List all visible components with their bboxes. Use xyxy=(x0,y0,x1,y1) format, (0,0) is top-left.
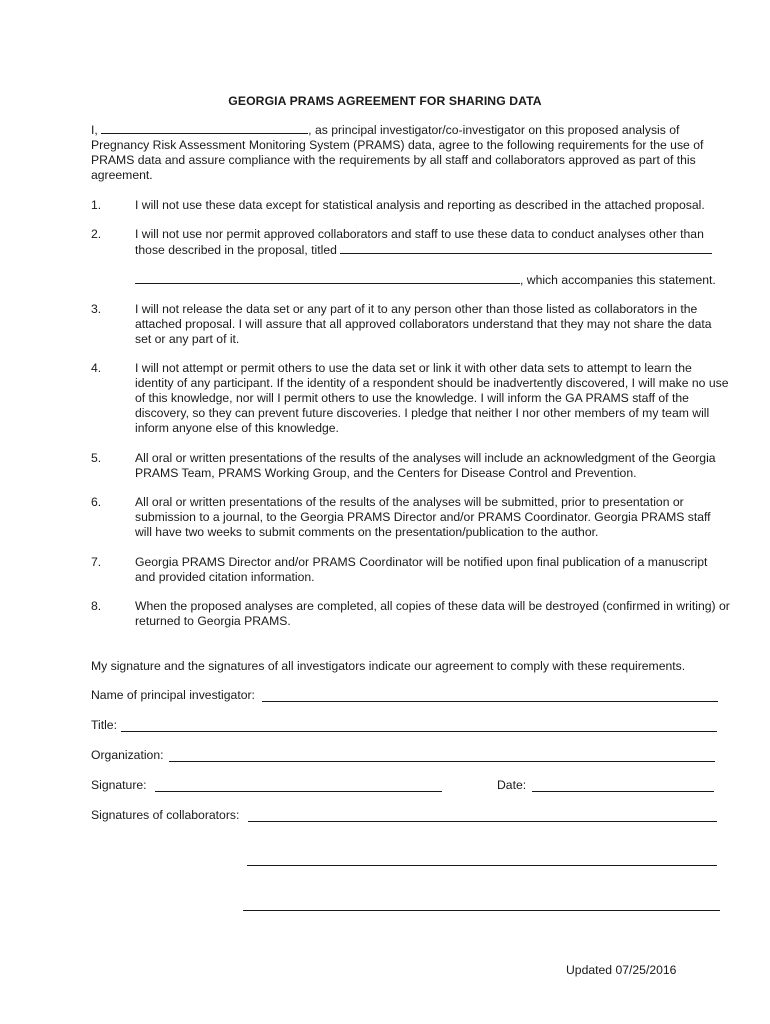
list-item-text: When the proposed analyses are completed, all copies of these data will be destroyed (confirmed in writing) or returned to Georgia PRAMS. xyxy=(135,599,730,628)
accompany-text: , which accompanies this statement. xyxy=(520,273,716,287)
agreement-statement: My signature and the signatures of all investigators indicate our agreement to comply with these requirements. xyxy=(91,659,686,673)
title-field[interactable] xyxy=(121,731,717,732)
proposal-title-blank[interactable] xyxy=(340,242,712,254)
investigator-name-blank[interactable] xyxy=(101,122,308,134)
list-item-number: 1. xyxy=(91,198,102,212)
signature-field[interactable] xyxy=(155,791,442,792)
list-item-text: Georgia PRAMS Director and/or PRAMS Coordinator will be notified upon final publication of a manuscript and provided citation information. xyxy=(135,555,708,584)
list-item-number: 6. xyxy=(91,495,102,509)
list-item-text: I will not use these data except for statistical analysis and reporting as described in the attached proposal. xyxy=(135,198,705,212)
intro-rest: Pregnancy Risk Assessment Monitoring System (PRAMS) data, agree to the following requirements for the use of PRAMS data and assure compliance with the requirements by all staff and collaborators approved as part of this agreement. xyxy=(91,138,704,182)
signature-label: Signature: xyxy=(91,778,147,792)
collaborator-signature-field-1[interactable] xyxy=(248,821,717,822)
list-item-text: All oral or written presentations of the results of the analyses will be submitted, prior to presentation or submission to a journal, to the Georgia PRAMS Director and/or PRAMS Coordinator. Georgia PRAMS staff will have two weeks to submit comments on the presentation/publication to the author. xyxy=(135,495,711,539)
list-item-number: 2. xyxy=(91,227,102,241)
list-item-text: I will not use nor permit approved collaborators and staff to use these data to conduct analyses other than those described in the proposal, titled xyxy=(135,227,730,258)
list-item-number: 4. xyxy=(91,361,102,375)
organization-field[interactable] xyxy=(169,761,715,762)
intro-prefix: I, xyxy=(91,123,98,137)
date-label: Date: xyxy=(497,778,527,792)
date-field[interactable] xyxy=(532,791,714,792)
list-item-number: 3. xyxy=(91,302,102,316)
list-item-text: I will not release the data set or any part of it to any person other than those listed as collaborators in the attached proposal. I will assure that all approved collaborators understand that they may not share the data set or any part of it. xyxy=(135,302,712,346)
proposal-title-blank-2[interactable] xyxy=(135,272,520,284)
organization-label: Organization: xyxy=(91,748,164,762)
list-item-text: All oral or written presentations of the results of the analyses will include an acknowledgment of the Georgia PRAMS Team, PRAMS Working Group, and the Centers for Disease Control and Prevention. xyxy=(135,451,716,480)
list-item-number: 8. xyxy=(91,599,102,613)
intro-suffix: , as principal investigator/co-investigator on this proposed analysis of xyxy=(308,123,680,137)
principal-investigator-label: Name of principal investigator: xyxy=(91,688,255,702)
document-title: GEORGIA PRAMS AGREEMENT FOR SHARING DATA xyxy=(228,94,542,108)
list-item-number: 5. xyxy=(91,451,102,465)
title-label: Title: xyxy=(91,718,117,732)
list-item-number: 7. xyxy=(91,555,102,569)
intro-paragraph xyxy=(91,122,731,183)
collaborator-signature-field-3[interactable] xyxy=(243,910,720,911)
list-item-text: I will not attempt or permit others to use the data set or link it with other data sets to attempt to learn the identity of any participant. If the identity of a respondent should be inadvertently discovered, I will make no use of this knowledge, nor will I permit others to use the knowledge. I will inform the GA PRAMS staff of the discovery, so they can prevent future discoveries. I pledge that neither I nor other members of my team will inform anyone else of this knowledge. xyxy=(135,361,729,435)
collaborators-label: Signatures of collaborators: xyxy=(91,808,240,822)
proposal-title-line xyxy=(135,272,735,288)
updated-date: Updated 07/25/2016 xyxy=(566,963,677,977)
collaborator-signature-field-2[interactable] xyxy=(247,865,717,866)
principal-investigator-field[interactable] xyxy=(262,701,718,702)
